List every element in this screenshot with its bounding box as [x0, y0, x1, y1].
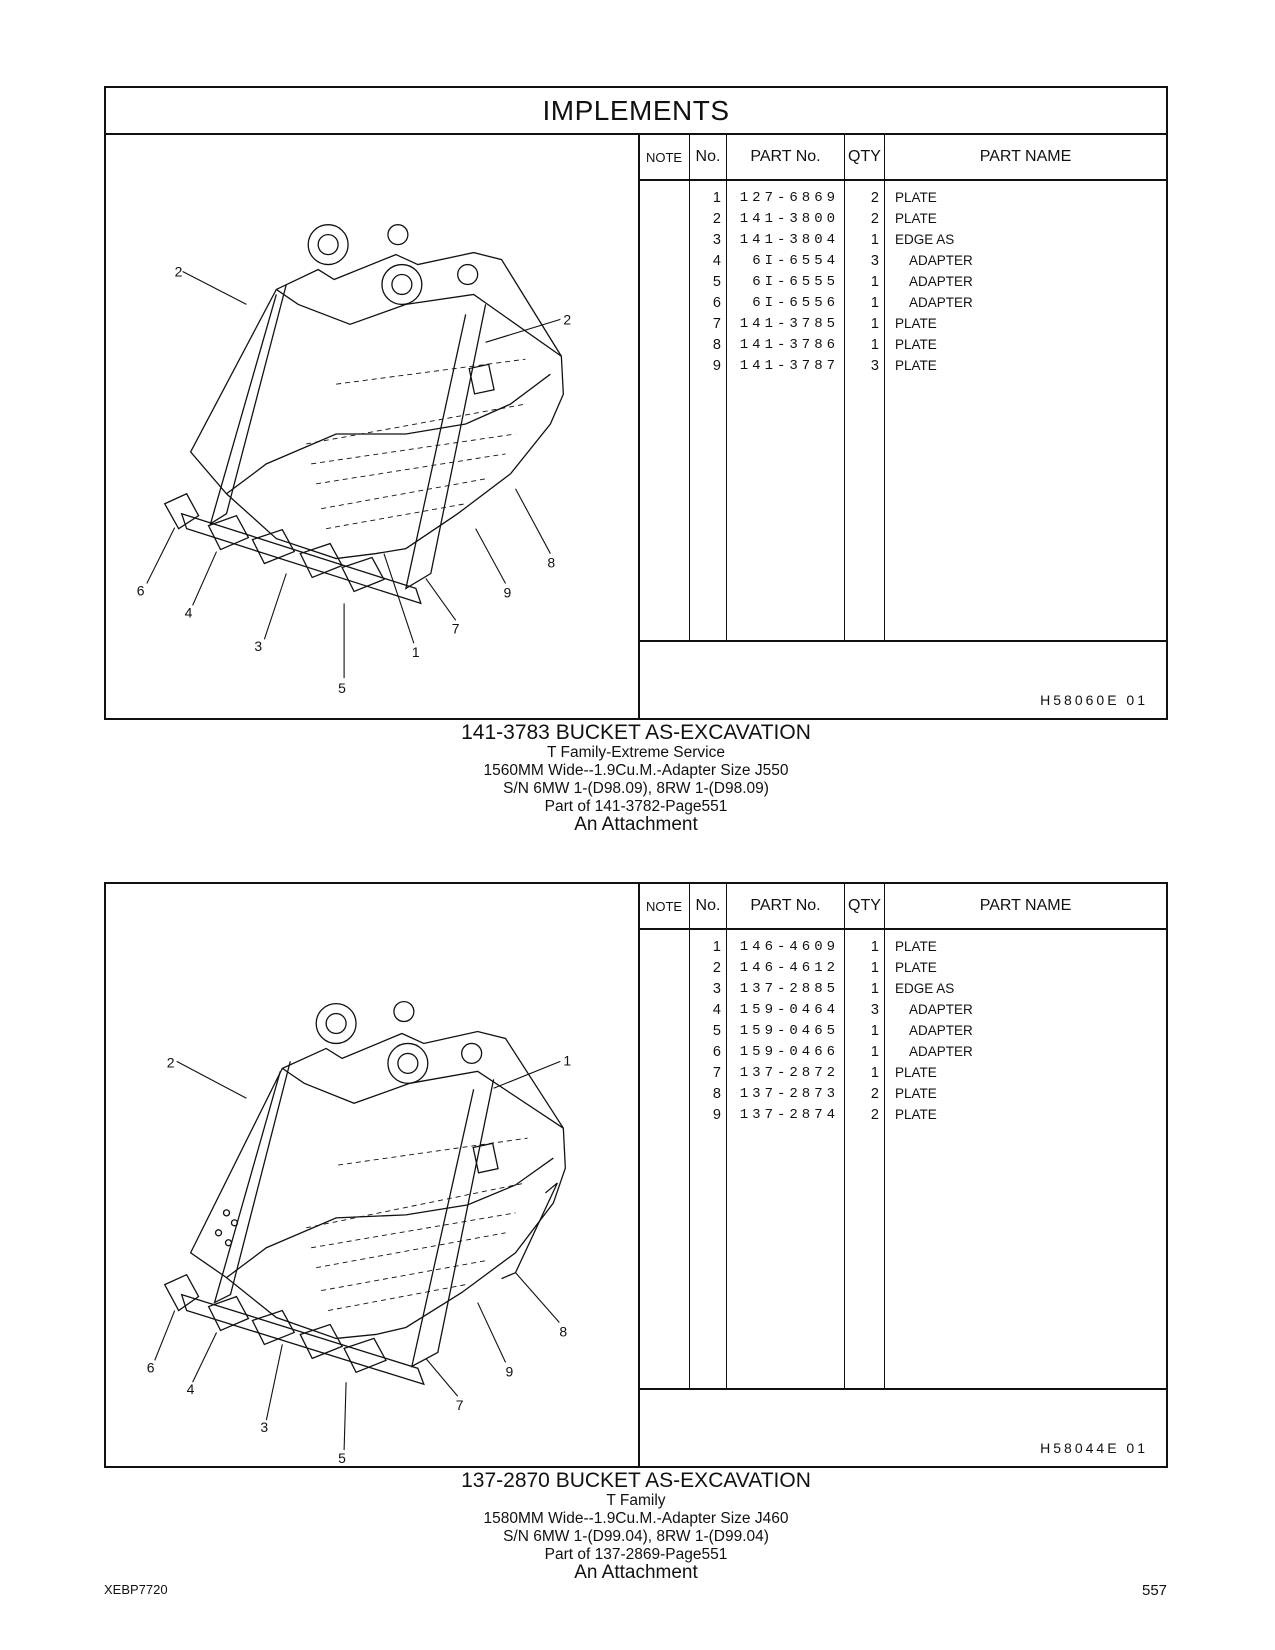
row-part-name: PLATE: [895, 358, 937, 373]
bucket-illustration-1: [106, 135, 640, 718]
table-row: [639, 999, 1166, 1021]
table-row: [639, 1083, 1166, 1105]
parts-table-footer: [639, 640, 1166, 718]
row-no: 5: [712, 1023, 721, 1039]
callout-label: 6: [146, 1359, 155, 1376]
row-part-name: PLATE: [895, 939, 937, 954]
callout-label: 2: [166, 1054, 175, 1071]
callout-label: 3: [260, 1419, 269, 1436]
callout-label: 2: [563, 311, 572, 328]
row-part-name: PLATE: [895, 1065, 937, 1080]
row-part-no: 146-4612: [739, 960, 839, 976]
caption-line: T Family-Extreme Service: [547, 744, 725, 761]
row-qty: 3: [870, 1002, 879, 1018]
table-row: [639, 292, 1166, 314]
table-row: [639, 936, 1166, 958]
section-caption-2: [104, 1470, 1168, 1582]
row-part-name: ADAPTER: [909, 1002, 973, 1017]
callout-label: 8: [559, 1323, 568, 1340]
callout-label: 5: [338, 680, 346, 697]
row-qty: 1: [870, 939, 879, 955]
row-no: 5: [712, 274, 721, 290]
caption-line: Part of 141-3782-Page551: [544, 798, 728, 815]
row-part-no: 159-0466: [739, 1044, 839, 1060]
row-part-name: ADAPTER: [909, 1044, 973, 1059]
parts-table-header: [639, 135, 1166, 181]
table-row: [639, 208, 1166, 230]
caption-title: 137-2870 BUCKET AS-EXCAVATION: [461, 1469, 811, 1492]
header-part-name: PART NAME: [979, 148, 1072, 165]
row-no: 9: [712, 1107, 721, 1123]
header-part-no: PART No.: [727, 135, 845, 179]
row-no: 6: [712, 1044, 721, 1060]
drawing-number: H58044E 01: [1040, 1440, 1148, 1456]
header-qty: QTY: [845, 884, 885, 928]
row-part-name: ADAPTER: [909, 1023, 973, 1038]
row-no: 3: [712, 981, 721, 997]
row-part-no: 127-6869: [739, 190, 839, 206]
row-no: 4: [712, 253, 721, 269]
table-row: [639, 334, 1166, 356]
bucket-illustration-2: [106, 884, 640, 1466]
row-qty: 1: [870, 316, 879, 332]
row-part-name: PLATE: [895, 1086, 937, 1101]
document-code: XEBP7720: [104, 1582, 168, 1597]
table-row: [639, 1062, 1166, 1084]
row-no: 7: [712, 1065, 721, 1081]
drawing-number: H58060E 01: [1040, 692, 1148, 708]
parts-table-body: [639, 930, 1166, 1388]
row-part-name: ADAPTER: [909, 253, 973, 268]
row-qty: 1: [870, 232, 879, 248]
callout-label: 9: [505, 1363, 514, 1380]
row-part-name: PLATE: [895, 337, 937, 352]
callout-label: 2: [174, 263, 183, 280]
table-row: [639, 271, 1166, 293]
page-heading: IMPLEMENTS: [106, 88, 1166, 135]
table-row: [639, 229, 1166, 251]
header-qty: QTY: [845, 135, 885, 179]
caption-line: S/N 6MW 1-(D99.04), 8RW 1-(D99.04): [503, 1528, 769, 1545]
parts-table-header: [639, 884, 1166, 930]
parts-section-2: [104, 882, 1168, 1468]
row-part-no: 146-4609: [739, 939, 839, 955]
caption-line: An Attachment: [574, 814, 698, 835]
caption-line: An Attachment: [574, 1562, 698, 1583]
row-part-no: 137-2873: [739, 1086, 839, 1102]
row-no: 7: [712, 316, 721, 332]
caption-line: T Family: [606, 1492, 666, 1509]
header-part-name: PART NAME: [979, 897, 1072, 914]
row-qty: 1: [870, 274, 879, 290]
callout-label: 1: [563, 1052, 572, 1069]
row-part-no: 141-3800: [739, 211, 839, 227]
row-part-name: EDGE AS: [895, 232, 955, 247]
row-part-no: 159-0465: [739, 1023, 839, 1039]
parts-table-footer: [639, 1388, 1166, 1466]
callout-label: 6: [136, 582, 145, 599]
table-row: [639, 978, 1166, 1000]
row-no: 8: [712, 337, 721, 353]
callout-label: 4: [184, 604, 193, 621]
row-part-name: PLATE: [895, 316, 937, 331]
row-part-no: 6I-6554: [752, 253, 839, 269]
row-no: 2: [712, 211, 721, 227]
row-no: 1: [712, 190, 721, 206]
row-no: 9: [712, 358, 721, 374]
row-part-name: PLATE: [895, 211, 937, 226]
row-part-no: 141-3787: [739, 358, 839, 374]
parts-section-1: [104, 86, 1168, 720]
row-no: 1: [712, 939, 721, 955]
row-part-name: PLATE: [895, 190, 937, 205]
table-row: [639, 1020, 1166, 1042]
parts-table-body: [639, 181, 1166, 640]
bucket-drawing-1: [106, 135, 638, 718]
caption-line: S/N 6MW 1-(D98.09), 8RW 1-(D98.09): [503, 780, 769, 797]
caption-line: 1560MM Wide--1.9Cu.M.-Adapter Size J550: [483, 762, 789, 779]
row-part-name: PLATE: [895, 960, 937, 975]
row-qty: 1: [870, 1044, 879, 1060]
callout-label: 7: [455, 1397, 464, 1414]
row-no: 2: [712, 960, 721, 976]
row-qty: 1: [870, 337, 879, 353]
row-qty: 2: [870, 1107, 879, 1123]
row-part-no: 137-2885: [739, 981, 839, 997]
callout-label: 8: [547, 554, 556, 571]
page-number: 557: [1142, 1582, 1168, 1599]
row-part-no: 6I-6555: [752, 274, 839, 290]
row-part-name: EDGE AS: [895, 981, 955, 996]
row-qty: 1: [870, 1023, 879, 1039]
row-no: 3: [712, 232, 721, 248]
row-no: 6: [712, 295, 721, 311]
row-no: 4: [712, 1002, 721, 1018]
row-qty: 1: [870, 981, 879, 997]
callout-label: 1: [411, 644, 420, 661]
row-qty: 3: [870, 253, 879, 269]
table-row: [639, 957, 1166, 979]
row-qty: 1: [870, 295, 879, 311]
table-row: [639, 1041, 1166, 1063]
parts-table-1: [639, 135, 1166, 718]
callout-label: 3: [254, 638, 263, 655]
row-qty: 2: [870, 1086, 879, 1102]
table-row: [639, 187, 1166, 209]
row-part-no: 141-3786: [739, 337, 839, 353]
header-part-no: PART No.: [727, 884, 845, 928]
row-part-no: 141-3785: [739, 316, 839, 332]
section-caption-1: [104, 722, 1168, 834]
caption-title: 141-3783 BUCKET AS-EXCAVATION: [461, 721, 811, 744]
header-no: No.: [690, 884, 727, 928]
row-qty: 1: [870, 960, 879, 976]
row-part-name: PLATE: [895, 1107, 937, 1122]
row-qty: 2: [870, 190, 879, 206]
table-row: [639, 1104, 1166, 1126]
header-no: No.: [690, 135, 727, 179]
table-row: [639, 313, 1166, 335]
table-row: [639, 355, 1166, 377]
bucket-drawing-2: [106, 884, 638, 1466]
row-qty: 2: [870, 211, 879, 227]
row-part-name: ADAPTER: [909, 295, 973, 310]
caption-line: Part of 137-2869-Page551: [544, 1546, 728, 1563]
parts-table-2: [639, 884, 1166, 1466]
row-qty: 1: [870, 1065, 879, 1081]
callout-label: 4: [186, 1381, 195, 1398]
callout-label: 9: [503, 584, 512, 601]
row-part-name: ADAPTER: [909, 274, 973, 289]
callout-label: 7: [451, 620, 460, 637]
row-part-no: 137-2872: [739, 1065, 839, 1081]
row-no: 8: [712, 1086, 721, 1102]
table-row: [639, 250, 1166, 272]
header-note: NOTE: [639, 135, 690, 179]
callout-label: 5: [338, 1450, 346, 1466]
row-part-no: 137-2874: [739, 1107, 839, 1123]
row-part-no: 141-3804: [739, 232, 839, 248]
row-part-no: 6I-6556: [752, 295, 839, 311]
header-note: NOTE: [639, 884, 690, 928]
row-qty: 3: [870, 358, 879, 374]
caption-line: 1580MM Wide--1.9Cu.M.-Adapter Size J460: [483, 1510, 789, 1527]
row-part-no: 159-0464: [739, 1002, 839, 1018]
